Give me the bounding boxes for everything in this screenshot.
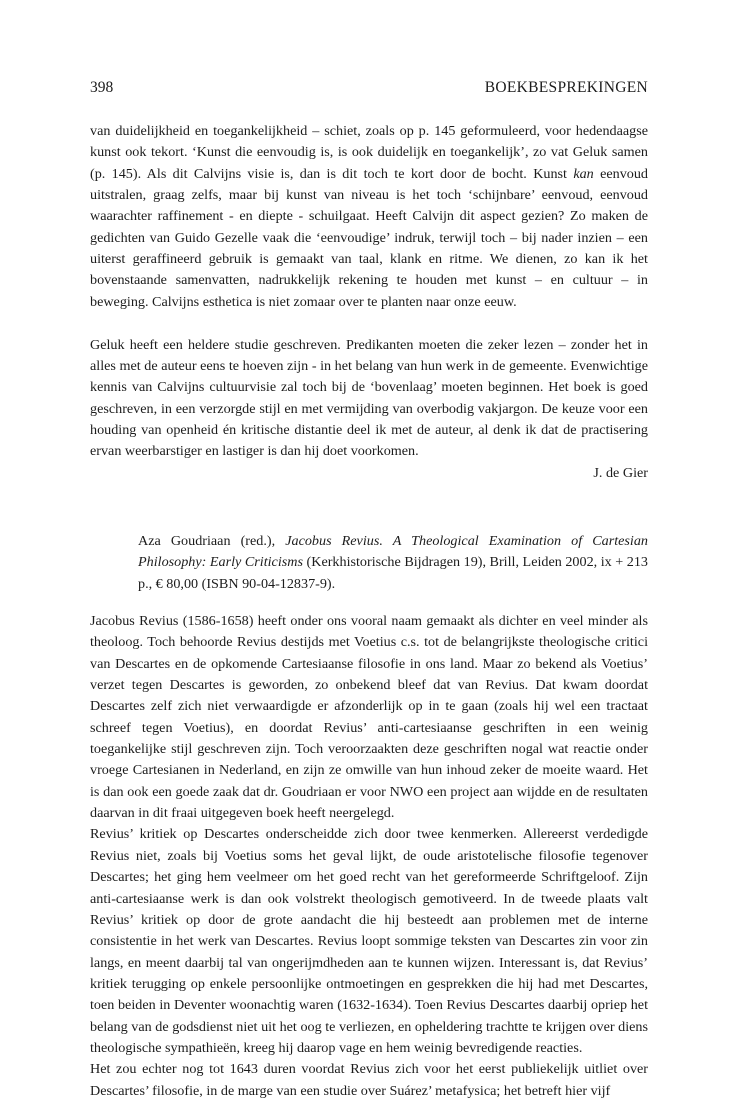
text-run: eenvoud uitstralen, graag zelfs, maar bij kunst van niveau is het toch ‘schijnbare’ eenvoud, eenvoud waarachter raffinement - en diepte - schuilgaat. Heeft Calvijn dit aspect gezien? Zo maken de gedichten van Guido Gezelle vaak die ‘eenvoudige’ indruk, terwijl toch – bij nader inzien – een uiterst geraffineerd gebruik is gemaakt van taal, klank en ritme. We dienen, zo kan ik het bovenstaande samenvatten, nadrukkelijk rekening te houden met kunst – en cultuur – in beweging. Calvijns esthetica is niet zomaar over te planten naar onze eeuw. — [90, 165, 648, 310]
text-run: Het zou echter nog tot 1643 duren voordat Revius zich voor het eerst publiekelijk uitliet over Descartes’ filosofie, in de marge van een studie over Suárez’ metafysica; het betreft hier vijf — [90, 1061, 648, 1099]
text-run: van duidelijkheid en toegankelijkheid – schiet, zoals op p. 145 geformuleerd, voor hedendaagse kunst ook tekort. ‘Kunst die eenvoudig is, is ook duidelijk en toegankelijk’, zo vat Geluk samen (p. 145). Als dit Calvijns visie is, dan is dit toch te kort door de bocht. Kunst — [90, 123, 648, 182]
text-run: Aza Goudriaan (red.), — [138, 533, 286, 549]
text-run: (Kerkhistorische Bijdragen 19), Brill, Leiden 2002, ix + 213 p., € 80,00 (ISBN 90-04-12837-9). — [138, 554, 648, 592]
text-run: Jacobus Revius (1586-1658) heeft onder ons vooral naam gemaakt als dichter en veel minder als theoloog. Toch behoorde Revius destijds met Voetius c.s. tot de belangrijkste theologische critici van Descartes en de opkomende Cartesiaanse filosofie in ons land. Maar zo bekend als Voetius’ verzet tegen Descartes is geworden, zo onbekend bleef dat van Revius. Dat kwam doordat Descartes zelf zich niet verwaardigde er afzonderlijk op in te gaan (zoals hij wel een tractaat schreef tegen Voetius), en doordat Revius’ anti-cartesiaanse geschriften in een weinig toegankelijke stijl geschreven zijn. Toch veroorzaakten deze geschriften nogal wat reactie onder vroege Cartesianen in Nederland, en zijn ze omwille van hun inhoud zeker de moeite waard. Het is dan ook een goede zaak dat dr. Goudriaan er voor NWO een project aan wijdde en de resultaten daarvan in dit fraai uitgegeven boek heeft neergelegd. — [90, 613, 648, 822]
body-text — [90, 121, 648, 1102]
paragraph — [90, 1059, 648, 1102]
review-1 — [90, 121, 648, 484]
reviewer-signature: J. de Gier — [593, 464, 648, 481]
paragraph — [90, 824, 648, 1059]
italic-text: kan — [573, 165, 594, 182]
italic-text: Jacobus Revius. A Theological Examination of Cartesian Philosophy: Early Criticisms — [138, 533, 648, 571]
review-2 — [90, 611, 648, 1102]
text-run: Revius’ kritiek op Descartes onderscheidde zich door twee kenmerken. Allereerst verdedigde Revius niet, zoals bij Voetius soms het geval lijkt, de oude aristotelische filosofie tegenover Descartes; het ging hem veelmeer om het goed recht van het gereformeerde Schriftgeloof. Zijn anti-cartesiaanse werk is dan ook volstrekt theologisch gemotiveerd. In de tweede plaats valt Revius’ kritiek op door de grote aandacht die hij besteedt aan problemen met de interne consistentie in het werk van Descartes. Revius loopt sommige teksten van Descartes zin voor zin langs, en meent daarbij tal van ongerijmdheden aan te kunnen wijzen. Interessant is, dat Revius’ kritiek terugging op enkele persoonlijke ontmoetingen en gesprekken die hij had met Descartes, toen beiden in Deventer woonachtig waren (1632-1634). Toen Revius Descartes daarbij opriep het belang van de godsdienst niet uit het oog te verliezen, en opheldering trachtte te krijgen over diens theologische sympathieën, kreeg hij daarop vage en hem weinig bevredigende reacties. — [90, 826, 648, 1056]
paragraph — [90, 611, 648, 824]
running-head: BOEKBESPREKINGEN — [484, 79, 648, 96]
text-run: Geluk heeft een heldere studie geschreven. Predikanten moeten die zeker lezen – zonder het in alles met de auteur eens te hoeven zijn - in het belang van hun werk in de gemeente. Evenwichtige kennis van Calvijns cultuurvisie zal toch bij de ‘bovenlaag’ moeten beginnen. Het boek is goed geschreven, in een verzorgde stijl en met vermijding van overbodig vakjargon. De keuze voor een houding van openheid én kritische distantie deel ik met de auteur, al denk ik dat de practisering ervan weerbarstiger en lastiger is dan hij doet voorkomen. — [90, 336, 648, 460]
page-number: 398 — [90, 79, 114, 96]
book-citation — [138, 531, 648, 595]
paragraph — [90, 121, 648, 313]
paragraph — [90, 335, 648, 463]
